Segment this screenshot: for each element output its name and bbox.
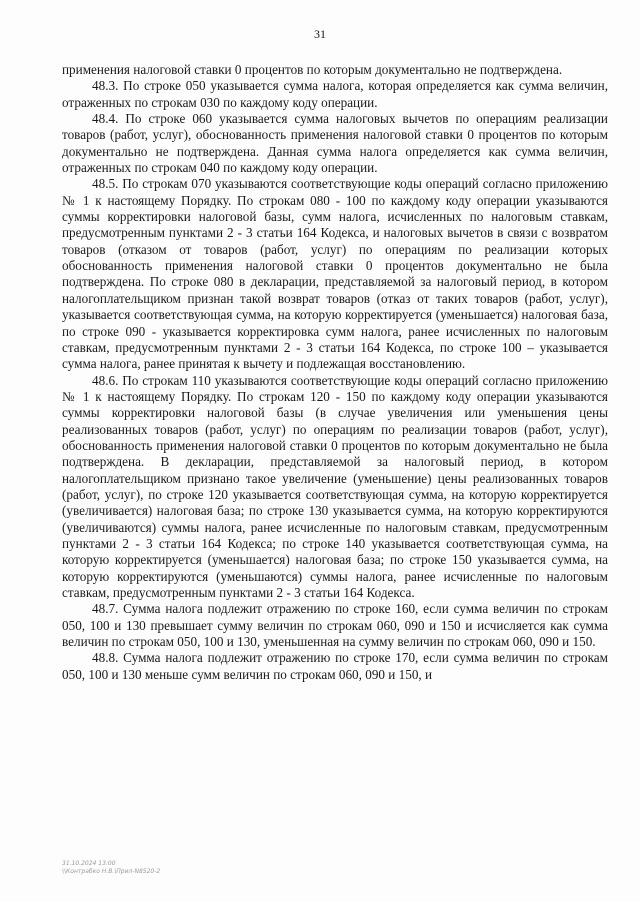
paragraph-48-8: 48.8. Сумма налога подлежит отражению по строке 170, если сумма величин по строкам 050, 100 и 130 меньше сумм величин по строкам 060, 090 и 150, и (62, 650, 608, 682)
document-footer (62, 860, 160, 876)
paragraph-48-5: 48.5. По строкам 070 указываются соответствующие коды операций согласно приложению № 1 к настоящему Порядку. По строкам 080 - 100 по каждому коду операции указываются суммы корректировки налоговой базы, сумм налога, исчисленных по налоговым ставкам, предусмотренным пунктами 2 - 3 статьи 164 Кодекса, и налоговых вычетов в связи с возвратом товаров (отказом от товаров (работ, услуг) по операциям по реализации которых обоснованность применения налоговой ставки 0 процентов документально не была подтверждена. По строке 080 в декларации, представляемой за налоговый период, в котором налогоплательщиком признан такой возврат товаров (отказ от таких товаров (работ, услуг), указывается соответствующая сумма, на которую корректируется (уменьшается) налоговая база, по строке 090 - указывается корректировка сумм налога, ранее исчисленных по налоговым ставкам, предусмотренным пунктами 2 - 3 статьи 164 Кодекса, по строке 100 – указывается сумма налога, ранее принятая к вычету и подлежащая восстановлению. (62, 176, 608, 372)
paragraph-48-7: 48.7. Сумма налога подлежит отражению по строке 160, если сумма величин по строкам 050, 100 и 130 превышает сумму величин по строкам 060, 090 и 150 и исчисляется как сумма величин по строкам 050, 100 и 130, уменьшенная на сумму величин по строкам 060, 090 и 150. (62, 601, 608, 650)
paragraph-48-3: 48.3. По строке 050 указывается сумма налога, которая определяется как сумма величин, отраженных по строкам 030 по каждому коду операции. (62, 78, 608, 110)
paragraph-continuation: применения налоговой ставки 0 процентов по которым документально не подтверждена. (62, 62, 563, 77)
document-body (62, 62, 608, 683)
paragraph-48-6: 48.6. По строкам 110 указываются соответствующие коды операций согласно приложению № 1 к настоящему Порядку. По строкам 120 - 150 по каждому коду операции указываются суммы корректировки налоговой базы (в случае увеличения или уменьшения цены реализованных товаров (работ, услуг) по операциям по реализации товаров (работ, услуг), обоснованность применения налоговой ставки 0 процентов по которым документально не была подтверждена. В декларации, представляемой за налоговый период, в котором налогоплательщиком признано такое увеличение (уменьшение) цены реализованных товаров (работ, услуг), по строке 120 указывается соответствующая сумма, на которую корректируется (увеличивается) налоговая база; по строке 130 указывается сумма, на которую корректируются (увеличиваются) суммы налога, ранее исчисленные по налоговым ставкам, предусмотренным пунктами 2 - 3 статьи 164 Кодекса; по строке 140 указывается соответствующая сумма, на которую корректируется (уменьшается) налоговая база; по строке 150 указывается сумма, на которую корректируются (уменьшаются) суммы налога, ранее исчисленные по налоговым ставкам, предусмотренным пунктами 2 - 3 статьи 164 Кодекса. (62, 372, 608, 600)
footer-timestamp: 31.10.2024 13:00 (62, 860, 116, 867)
footer-file-path: \\Контрабко Н.В.\Прил-N8520-2 (62, 868, 161, 875)
page-number: 31 (314, 27, 326, 41)
paragraph-48-4: 48.4. По строке 060 указывается сумма налоговых вычетов по операциям реализации товаров (работ, услуг), обоснованность применения налоговой ставки 0 процентов по которым документально не подтверждена. Данная сумма налога определяется как сумма величин, отраженных по строкам 040 по каждому коду операции. (62, 111, 608, 176)
